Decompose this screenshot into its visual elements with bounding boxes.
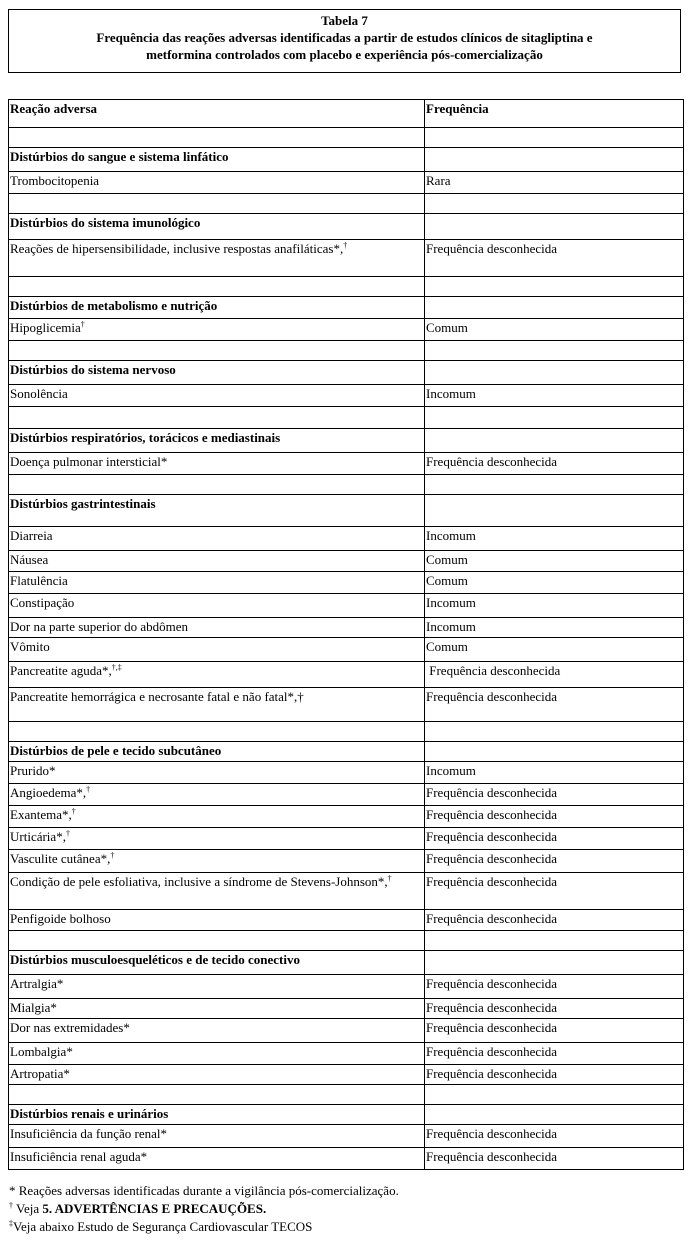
reaction-name: Hipoglicemia [10, 320, 81, 335]
frequency-cell: Comum [425, 638, 684, 662]
table-row [9, 688, 684, 722]
table-row [9, 1065, 684, 1085]
blank-cell [9, 722, 425, 742]
reaction-cell [9, 572, 425, 594]
frequency-cell: Frequência desconhecida [425, 662, 684, 688]
blank-row [9, 194, 684, 214]
reaction-cell [9, 527, 425, 551]
frequency-cell: Frequência desconhecida [425, 975, 684, 999]
reaction-name: Exantema*, [10, 807, 72, 822]
footnote-dagger-text: Veja [13, 1201, 43, 1216]
blank-cell [425, 931, 684, 951]
table-title-box [8, 9, 681, 73]
category-label: Distúrbios de metabolismo e nutrição [9, 297, 425, 319]
table-row [9, 910, 684, 931]
frequency-cell: Frequência desconhecida [425, 784, 684, 806]
reaction-cell [9, 638, 425, 662]
reaction-cell [9, 662, 425, 688]
frequency-cell: Frequência desconhecida [425, 873, 684, 910]
reaction-cell [9, 688, 425, 722]
reaction-name: Insuficiência renal aguda* [10, 1149, 148, 1164]
table-row [9, 638, 684, 662]
frequency-cell: Frequência desconhecida [425, 806, 684, 828]
reaction-cell [9, 551, 425, 572]
footnote-double-dagger [9, 1218, 689, 1236]
reaction-cell [9, 1019, 425, 1043]
frequency-cell: Incomum [425, 527, 684, 551]
blank-cell [425, 722, 684, 742]
category-frequency-cell [425, 429, 684, 453]
category-label: Distúrbios do sistema imunológico [9, 214, 425, 240]
frequency-cell: Frequência desconhecida [425, 1019, 684, 1043]
table-row [9, 1148, 684, 1170]
reaction-name: Artralgia* [10, 976, 64, 991]
blank-cell [9, 475, 425, 495]
frequency-cell: Frequência desconhecida [425, 688, 684, 722]
frequency-cell: Frequência desconhecida [425, 1125, 684, 1148]
reaction-name: Pancreatite hemorrágica e necrosante fatal e não fatal*,† [10, 689, 304, 704]
reaction-name: Artropatia* [10, 1066, 70, 1081]
table-number: Tabela 7 [321, 13, 368, 28]
blank-row [9, 931, 684, 951]
reaction-cell [9, 762, 425, 784]
footnote-marker: †,‡ [111, 663, 122, 672]
category-row [9, 361, 684, 385]
table-row [9, 527, 684, 551]
reaction-name: Dor nas extremidades* [10, 1020, 130, 1035]
footnotes [9, 1182, 689, 1236]
table-row [9, 1125, 684, 1148]
table-row [9, 551, 684, 572]
blank-cell [9, 931, 425, 951]
table-row [9, 975, 684, 999]
category-label: Distúrbios gastrintestinais [9, 495, 425, 527]
reaction-name: Trombocitopenia [10, 173, 100, 188]
reaction-cell [9, 385, 425, 407]
blank-cell [425, 407, 684, 429]
reaction-cell [9, 1065, 425, 1085]
blank-row [9, 475, 684, 495]
reaction-name: Condição de pele esfoliativa, inclusive a síndrome de Stevens-Johnson*, [10, 874, 388, 889]
reaction-name: Lombalgia* [10, 1044, 73, 1059]
frequency-cell: Frequência desconhecida [425, 850, 684, 873]
footnote-marker: † [86, 785, 91, 794]
reaction-name: Pancreatite aguda*, [10, 663, 112, 678]
footnote-marker: † [387, 874, 392, 883]
category-row [9, 495, 684, 527]
table-row [9, 828, 684, 850]
table-row [9, 999, 684, 1019]
frequency-cell: Frequência desconhecida [425, 999, 684, 1019]
footnote-marker: † [110, 851, 115, 860]
footnote-dagger [9, 1200, 689, 1218]
category-row [9, 214, 684, 240]
table-row [9, 319, 684, 341]
table-row [9, 784, 684, 806]
frequency-cell: Rara [425, 172, 684, 194]
frequency-cell: Incomum [425, 594, 684, 618]
blank-cell [9, 128, 425, 148]
reaction-name: Doença pulmonar intersticial* [10, 454, 168, 469]
table-row [9, 662, 684, 688]
blank-cell [9, 407, 425, 429]
reaction-name: Flatulência [10, 573, 68, 588]
reaction-name: Vasculite cutânea*, [10, 851, 111, 866]
frequency-cell: Frequência desconhecida [425, 453, 684, 475]
frequency-cell: Frequência desconhecida [425, 828, 684, 850]
adverse-reactions-table [8, 99, 684, 1170]
category-row [9, 148, 684, 172]
reaction-name: Insuficiência da função renal* [10, 1126, 168, 1141]
table-row [9, 453, 684, 475]
footnote-marker: † [65, 829, 70, 838]
table-header-row [9, 100, 684, 128]
header-reaction: Reação adversa [9, 100, 425, 128]
frequency-cell: Incomum [425, 618, 684, 638]
frequency-cell: Incomum [425, 385, 684, 407]
table-row [9, 572, 684, 594]
blank-row [9, 1085, 684, 1105]
table-row [9, 385, 684, 407]
blank-cell [9, 341, 425, 361]
category-label: Distúrbios musculoesqueléticos e de tecido conectivo [9, 951, 425, 975]
table-row [9, 594, 684, 618]
reaction-cell [9, 999, 425, 1019]
category-row [9, 951, 684, 975]
reaction-cell [9, 1148, 425, 1170]
footnote-marker: † [71, 807, 76, 816]
blank-row [9, 722, 684, 742]
category-row [9, 1105, 684, 1125]
category-label: Distúrbios de pele e tecido subcutâneo [9, 742, 425, 762]
table-row [9, 806, 684, 828]
footnote-marker: † [343, 241, 348, 250]
reaction-name: Sonolência [10, 386, 68, 401]
blank-cell [425, 128, 684, 148]
frequency-cell: Frequência desconhecida [425, 1148, 684, 1170]
reaction-cell [9, 319, 425, 341]
table-row [9, 850, 684, 873]
reaction-cell [9, 806, 425, 828]
double-dagger-mark: ‡ [9, 1219, 13, 1228]
category-label: Distúrbios renais e urinários [9, 1105, 425, 1125]
reaction-name: Angioedema*, [10, 785, 87, 800]
reaction-name: Dor na parte superior do abdômen [10, 619, 188, 634]
blank-cell [425, 194, 684, 214]
blank-row [9, 341, 684, 361]
reaction-name: Reações de hipersensibilidade, inclusive respostas anafiláticas*, [10, 241, 344, 256]
category-frequency-cell [425, 495, 684, 527]
table-title-line-1: Frequência das reações adversas identificadas a partir de estudos clínicos de sitagliptina e [96, 30, 593, 45]
category-frequency-cell [425, 1105, 684, 1125]
table-row [9, 618, 684, 638]
category-frequency-cell [425, 742, 684, 762]
blank-row [9, 277, 684, 297]
reaction-cell [9, 240, 425, 277]
frequency-cell: Frequência desconhecida [425, 1043, 684, 1065]
table-title-line-2: metformina controlados com placebo e experiência pós-comercialização [146, 47, 543, 62]
reaction-cell [9, 594, 425, 618]
blank-cell [9, 194, 425, 214]
table-row [9, 762, 684, 784]
table-row [9, 172, 684, 194]
reaction-cell [9, 784, 425, 806]
reaction-name: Prurido* [10, 763, 56, 778]
blank-cell [425, 475, 684, 495]
frequency-cell: Comum [425, 319, 684, 341]
footnote-dagger-bold: 5. ADVERTÊNCIAS E PRECAUÇÕES. [42, 1201, 267, 1216]
reaction-cell [9, 453, 425, 475]
table-row [9, 1019, 684, 1043]
table-row [9, 1043, 684, 1065]
reaction-cell [9, 1043, 425, 1065]
reaction-name: Vômito [10, 639, 50, 654]
category-frequency-cell [425, 361, 684, 385]
reaction-cell [9, 975, 425, 999]
reaction-name: Penfigoide bolhoso [10, 911, 111, 926]
blank-cell [425, 1085, 684, 1105]
frequency-cell: Frequência desconhecida [425, 910, 684, 931]
frequency-cell: Comum [425, 551, 684, 572]
reaction-cell [9, 850, 425, 873]
reaction-name: Mialgia* [10, 1000, 57, 1015]
blank-row [9, 128, 684, 148]
table-row [9, 873, 684, 910]
reaction-cell [9, 172, 425, 194]
reaction-cell [9, 910, 425, 931]
frequency-cell: Frequência desconhecida [425, 240, 684, 277]
blank-cell [425, 277, 684, 297]
category-frequency-cell [425, 297, 684, 319]
footnote-asterisk: * Reações adversas identificadas durante a vigilância pós-comercialização. [9, 1183, 399, 1198]
blank-cell [9, 277, 425, 297]
blank-row [9, 407, 684, 429]
category-row [9, 429, 684, 453]
reaction-name: Náusea [10, 552, 49, 567]
footnote-double-dagger-text: Veja abaixo Estudo de Segurança Cardiovascular TECOS [13, 1219, 313, 1234]
frequency-cell: Incomum [425, 762, 684, 784]
blank-cell [425, 341, 684, 361]
category-row [9, 297, 684, 319]
blank-cell [9, 1085, 425, 1105]
category-label: Distúrbios do sistema nervoso [9, 361, 425, 385]
category-label: Distúrbios do sangue e sistema linfático [9, 148, 425, 172]
reaction-name: Diarreia [10, 528, 53, 543]
footnote-marker: † [80, 320, 85, 329]
reaction-cell [9, 618, 425, 638]
dagger-mark: † [9, 1201, 13, 1210]
category-frequency-cell [425, 214, 684, 240]
header-frequency: Frequência [425, 100, 684, 128]
table-row [9, 240, 684, 277]
category-row [9, 742, 684, 762]
category-label: Distúrbios respiratórios, torácicos e mediastinais [9, 429, 425, 453]
reaction-name: Urticária*, [10, 829, 66, 844]
reaction-cell [9, 1125, 425, 1148]
category-frequency-cell [425, 148, 684, 172]
category-frequency-cell [425, 951, 684, 975]
reaction-cell [9, 873, 425, 910]
reaction-cell [9, 828, 425, 850]
reaction-name: Constipação [10, 595, 75, 610]
frequency-cell: Comum [425, 572, 684, 594]
frequency-cell: Frequência desconhecida [425, 1065, 684, 1085]
